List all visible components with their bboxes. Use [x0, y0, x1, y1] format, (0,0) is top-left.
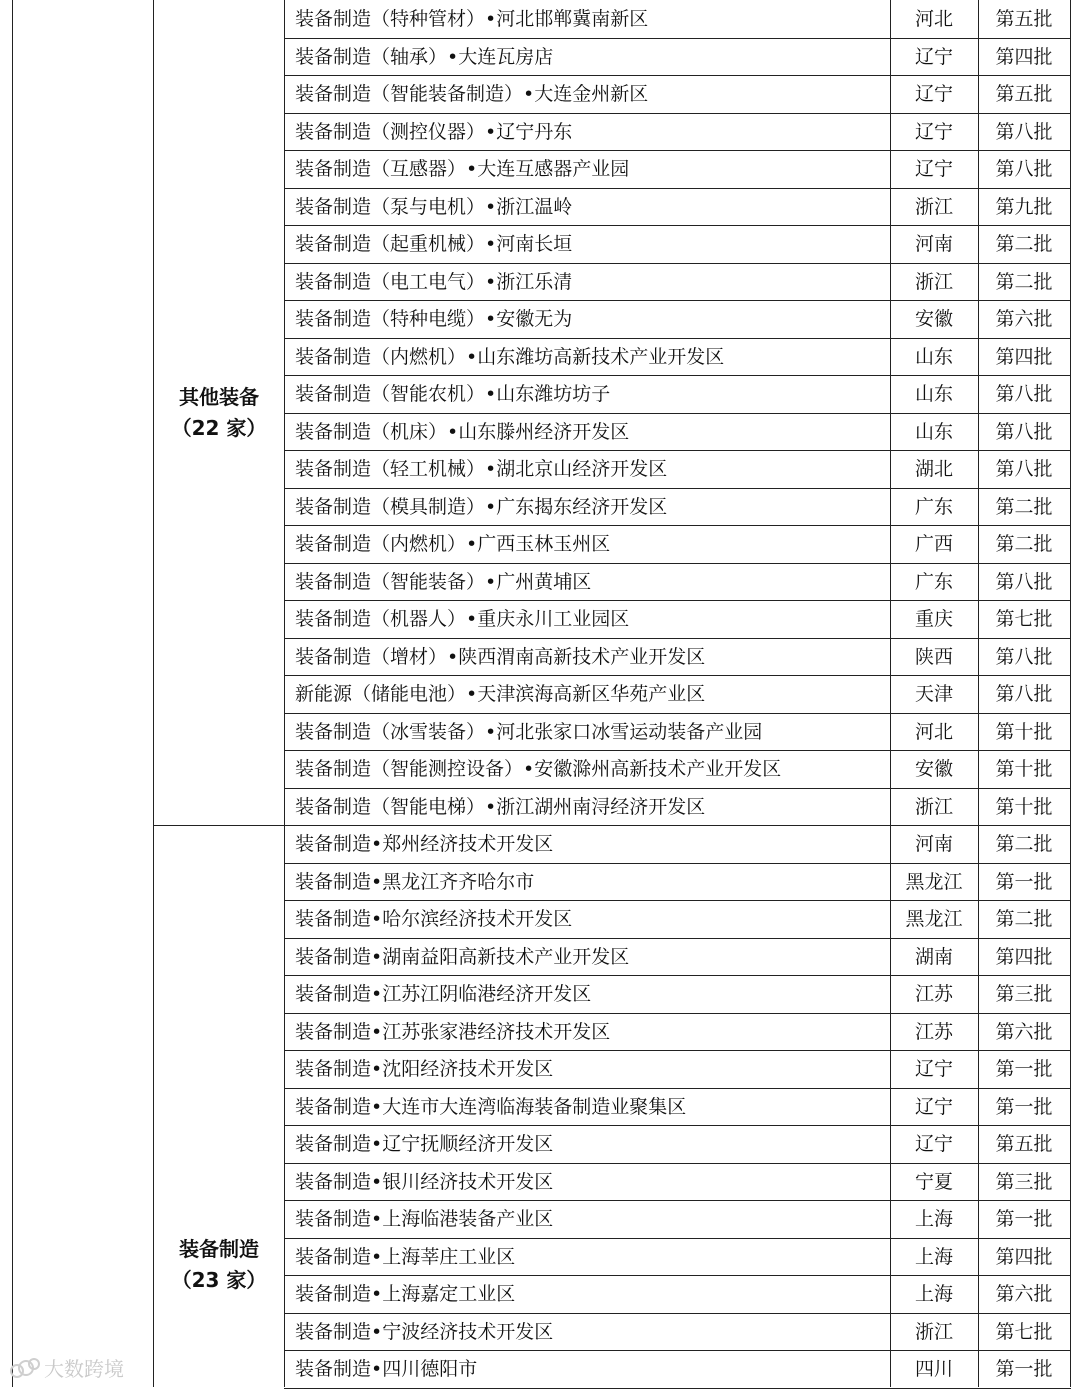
park-name-cell: 装备制造（特种电缆）•安徽无为 — [295, 308, 573, 330]
park-name-cell: 装备制造•江苏张家港经济技术开发区 — [295, 1020, 611, 1043]
batch-cell: 第一批 — [995, 1208, 1053, 1230]
province-cell: 山东 — [914, 383, 953, 405]
park-name-cell: 装备制造（模具制造）•广东揭东经济开发区 — [295, 495, 668, 518]
batch-cell: 第六批 — [995, 1283, 1053, 1305]
watermark-text: 大数跨境 — [44, 1357, 124, 1381]
park-name-cell: 装备制造（轴承）•大连瓦房店 — [295, 45, 554, 68]
province-cell: 辽宁 — [914, 120, 953, 143]
province-cell: 上海 — [914, 1245, 953, 1268]
province-cell: 辽宁 — [914, 1095, 953, 1118]
batch-cell: 第八批 — [995, 383, 1053, 405]
batch-cell: 第四批 — [995, 345, 1053, 368]
table-row — [284, 639, 1071, 677]
province-cell: 辽宁 — [914, 1058, 953, 1080]
park-name-cell: 装备制造（内燃机）•山东潍坊高新技术产业开发区 — [295, 345, 725, 368]
province-cell: 安徽 — [914, 308, 953, 330]
province-cell: 天津 — [914, 683, 953, 705]
batch-cell: 第十批 — [995, 758, 1053, 780]
province-cell: 江苏 — [914, 1020, 953, 1043]
batch-cell: 第二批 — [995, 495, 1053, 518]
table-row — [284, 301, 1071, 339]
park-name-cell: 装备制造（泵与电机）•浙江温岭 — [295, 195, 573, 218]
province-cell: 黑龙江 — [905, 908, 963, 930]
table-row — [284, 601, 1071, 639]
park-name-cell: 装备制造（轻工机械）•湖北京山经济开发区 — [295, 458, 668, 480]
table-row — [284, 751, 1071, 789]
table-row — [284, 714, 1071, 752]
park-name-cell: 装备制造（电工电气）•浙江乐清 — [295, 270, 573, 293]
batch-cell: 第四批 — [995, 1245, 1053, 1268]
park-name-cell: 新能源（储能电池）•天津滨海高新区华苑产业区 — [295, 683, 706, 705]
batch-cell: 第八批 — [995, 120, 1053, 143]
park-name-cell: 装备制造•上海嘉定工业区 — [295, 1283, 516, 1305]
table-row — [284, 151, 1071, 189]
batch-cell: 第八批 — [995, 645, 1053, 668]
table-row — [284, 1351, 1071, 1389]
watermark — [10, 1353, 124, 1382]
batch-cell: 第八批 — [995, 158, 1053, 180]
batch-cell: 第八批 — [995, 683, 1053, 705]
province-cell: 黑龙江 — [905, 870, 963, 893]
batch-cell: 第六批 — [995, 308, 1053, 330]
table-row — [284, 1164, 1071, 1202]
park-name-cell: 装备制造•辽宁抚顺经济开发区 — [295, 1133, 554, 1155]
province-cell: 浙江 — [914, 795, 953, 818]
province-cell: 广西 — [914, 533, 953, 555]
table-row — [284, 1089, 1071, 1127]
province-cell: 浙江 — [914, 1320, 953, 1343]
province-cell: 宁夏 — [914, 1170, 953, 1193]
park-name-cell: 装备制造•大连市大连湾临海装备制造业聚集区 — [295, 1095, 687, 1118]
batch-cell: 第二批 — [995, 233, 1053, 255]
batch-cell: 第九批 — [995, 195, 1053, 218]
province-cell: 山东 — [914, 420, 953, 443]
batch-cell: 第四批 — [995, 945, 1053, 968]
park-name-cell: 装备制造（智能测控设备）•安徽滁州高新技术产业开发区 — [295, 758, 782, 780]
table-row — [284, 76, 1071, 114]
park-name-cell: 装备制造•沈阳经济技术开发区 — [295, 1058, 554, 1080]
group-label-equipment-manufacturing — [153, 1234, 285, 1296]
park-name-cell: 装备制造（智能农机）•山东潍坊坊子 — [295, 383, 611, 405]
table-row — [284, 1126, 1071, 1164]
batch-cell: 第五批 — [995, 8, 1053, 30]
batch-cell: 第五批 — [995, 83, 1053, 105]
province-cell: 河南 — [914, 233, 953, 255]
park-name-cell: 装备制造（互感器）•大连互感器产业园 — [295, 158, 630, 180]
batch-cell: 第二批 — [995, 270, 1053, 293]
table-row — [284, 1276, 1071, 1314]
park-name-cell: 装备制造•上海莘庄工业区 — [295, 1245, 516, 1268]
batch-cell: 第一批 — [995, 1058, 1053, 1080]
park-name-cell: 装备制造•银川经济技术开发区 — [295, 1170, 554, 1193]
province-cell: 湖北 — [914, 458, 953, 480]
park-name-cell: 装备制造•黑龙江齐齐哈尔市 — [295, 870, 535, 893]
park-name-cell: 装备制造•哈尔滨经济技术开发区 — [295, 908, 573, 930]
province-cell: 辽宁 — [914, 158, 953, 180]
group-label-other-equipment — [153, 382, 285, 444]
batch-cell: 第一批 — [995, 870, 1053, 893]
province-cell: 重庆 — [914, 608, 953, 630]
table-row — [284, 1, 1071, 39]
park-name-cell: 装备制造（冰雪装备）•河北张家口冰雪运动装备产业园 — [295, 720, 763, 743]
park-name-cell: 装备制造•江苏江阴临港经济开发区 — [295, 983, 592, 1005]
table-row — [284, 114, 1071, 152]
batch-cell: 第十批 — [995, 720, 1053, 743]
batch-cell: 第一批 — [995, 1358, 1053, 1380]
province-cell: 四川 — [914, 1358, 953, 1380]
table-row — [284, 489, 1071, 527]
batch-cell: 第三批 — [995, 983, 1053, 1005]
table-row — [284, 451, 1071, 489]
province-cell: 上海 — [914, 1208, 953, 1230]
park-name-cell: 装备制造（智能电梯）•浙江湖州南浔经济开发区 — [295, 795, 706, 818]
province-cell: 河北 — [914, 720, 953, 743]
batch-cell: 第一批 — [995, 1095, 1053, 1118]
park-name-cell: 装备制造•湖南益阳高新技术产业开发区 — [295, 945, 630, 968]
batch-cell: 第四批 — [995, 45, 1053, 68]
table-row — [284, 264, 1071, 302]
park-name-cell: 装备制造（起重机械）•河南长垣 — [295, 233, 573, 255]
table-row — [284, 1314, 1071, 1352]
province-cell: 辽宁 — [914, 1133, 953, 1155]
table-row — [284, 1239, 1071, 1277]
group-count: （23 家） — [171, 1268, 267, 1292]
province-cell: 辽宁 — [914, 45, 953, 68]
province-cell: 湖南 — [914, 945, 953, 968]
group-title: 其他装备 — [179, 385, 259, 409]
park-name-cell: 装备制造（内燃机）•广西玉林玉州区 — [295, 533, 611, 555]
table-border-left — [12, 0, 13, 1387]
province-cell: 上海 — [914, 1283, 953, 1305]
batch-cell: 第六批 — [995, 1020, 1053, 1043]
province-cell: 河南 — [914, 833, 953, 855]
park-name-cell: 装备制造（机床）•山东滕州经济开发区 — [295, 420, 630, 443]
province-cell: 山东 — [914, 345, 953, 368]
table-row — [284, 564, 1071, 602]
watermark-logo-icon — [10, 1358, 40, 1378]
batch-cell: 第三批 — [995, 1170, 1053, 1193]
table-row — [284, 376, 1071, 414]
province-cell: 广东 — [914, 495, 953, 518]
table-row — [284, 1014, 1071, 1052]
batch-cell: 第二批 — [995, 833, 1053, 855]
batch-cell: 第二批 — [995, 908, 1053, 930]
table-row — [284, 939, 1071, 977]
park-name-cell: 装备制造（机器人）•重庆永川工业园区 — [295, 608, 630, 630]
group-title: 装备制造 — [179, 1237, 259, 1261]
group-separator — [153, 825, 285, 826]
table-row — [284, 1201, 1071, 1239]
group-count: （22 家） — [171, 416, 267, 440]
batch-cell: 第七批 — [995, 608, 1053, 630]
batch-cell: 第八批 — [995, 458, 1053, 480]
batch-cell: 第十批 — [995, 795, 1053, 818]
province-cell: 江苏 — [914, 983, 953, 1005]
table-row — [284, 1051, 1071, 1089]
park-name-cell: 装备制造（智能装备）•广州黄埔区 — [295, 570, 592, 593]
table-row — [284, 526, 1071, 564]
province-cell: 河北 — [914, 8, 953, 30]
table-border-group — [153, 0, 154, 1387]
table-row — [284, 39, 1071, 77]
province-cell: 广东 — [914, 570, 953, 593]
table-row — [284, 901, 1071, 939]
table-row — [284, 676, 1071, 714]
table-row — [284, 189, 1071, 227]
park-name-cell: 装备制造（增材）•陕西渭南高新技术产业开发区 — [295, 645, 706, 668]
province-cell: 辽宁 — [914, 83, 953, 105]
park-name-cell: 装备制造•宁波经济技术开发区 — [295, 1320, 554, 1343]
batch-cell: 第七批 — [995, 1320, 1053, 1343]
table-row — [284, 976, 1071, 1014]
batch-cell: 第八批 — [995, 570, 1053, 593]
batch-cell: 第二批 — [995, 533, 1053, 555]
batch-cell: 第八批 — [995, 420, 1053, 443]
table-row — [284, 789, 1071, 827]
park-name-cell: 装备制造（智能装备制造）•大连金州新区 — [295, 83, 649, 105]
park-name-cell: 装备制造（测控仪器）•辽宁丹东 — [295, 120, 573, 143]
table-row — [284, 339, 1071, 377]
batch-cell: 第五批 — [995, 1133, 1053, 1155]
table-row — [284, 414, 1071, 452]
table-row — [284, 864, 1071, 902]
park-name-cell: 装备制造（特种管材）•河北邯郸冀南新区 — [295, 8, 649, 30]
park-name-cell: 装备制造•四川德阳市 — [295, 1358, 478, 1380]
province-cell: 浙江 — [914, 270, 953, 293]
park-name-cell: 装备制造•郑州经济技术开发区 — [295, 833, 554, 855]
province-cell: 陕西 — [914, 645, 953, 668]
table-row — [284, 826, 1071, 864]
table-row — [284, 226, 1071, 264]
province-cell: 浙江 — [914, 195, 953, 218]
province-cell: 安徽 — [914, 758, 953, 780]
park-name-cell: 装备制造•上海临港装备产业区 — [295, 1208, 554, 1230]
